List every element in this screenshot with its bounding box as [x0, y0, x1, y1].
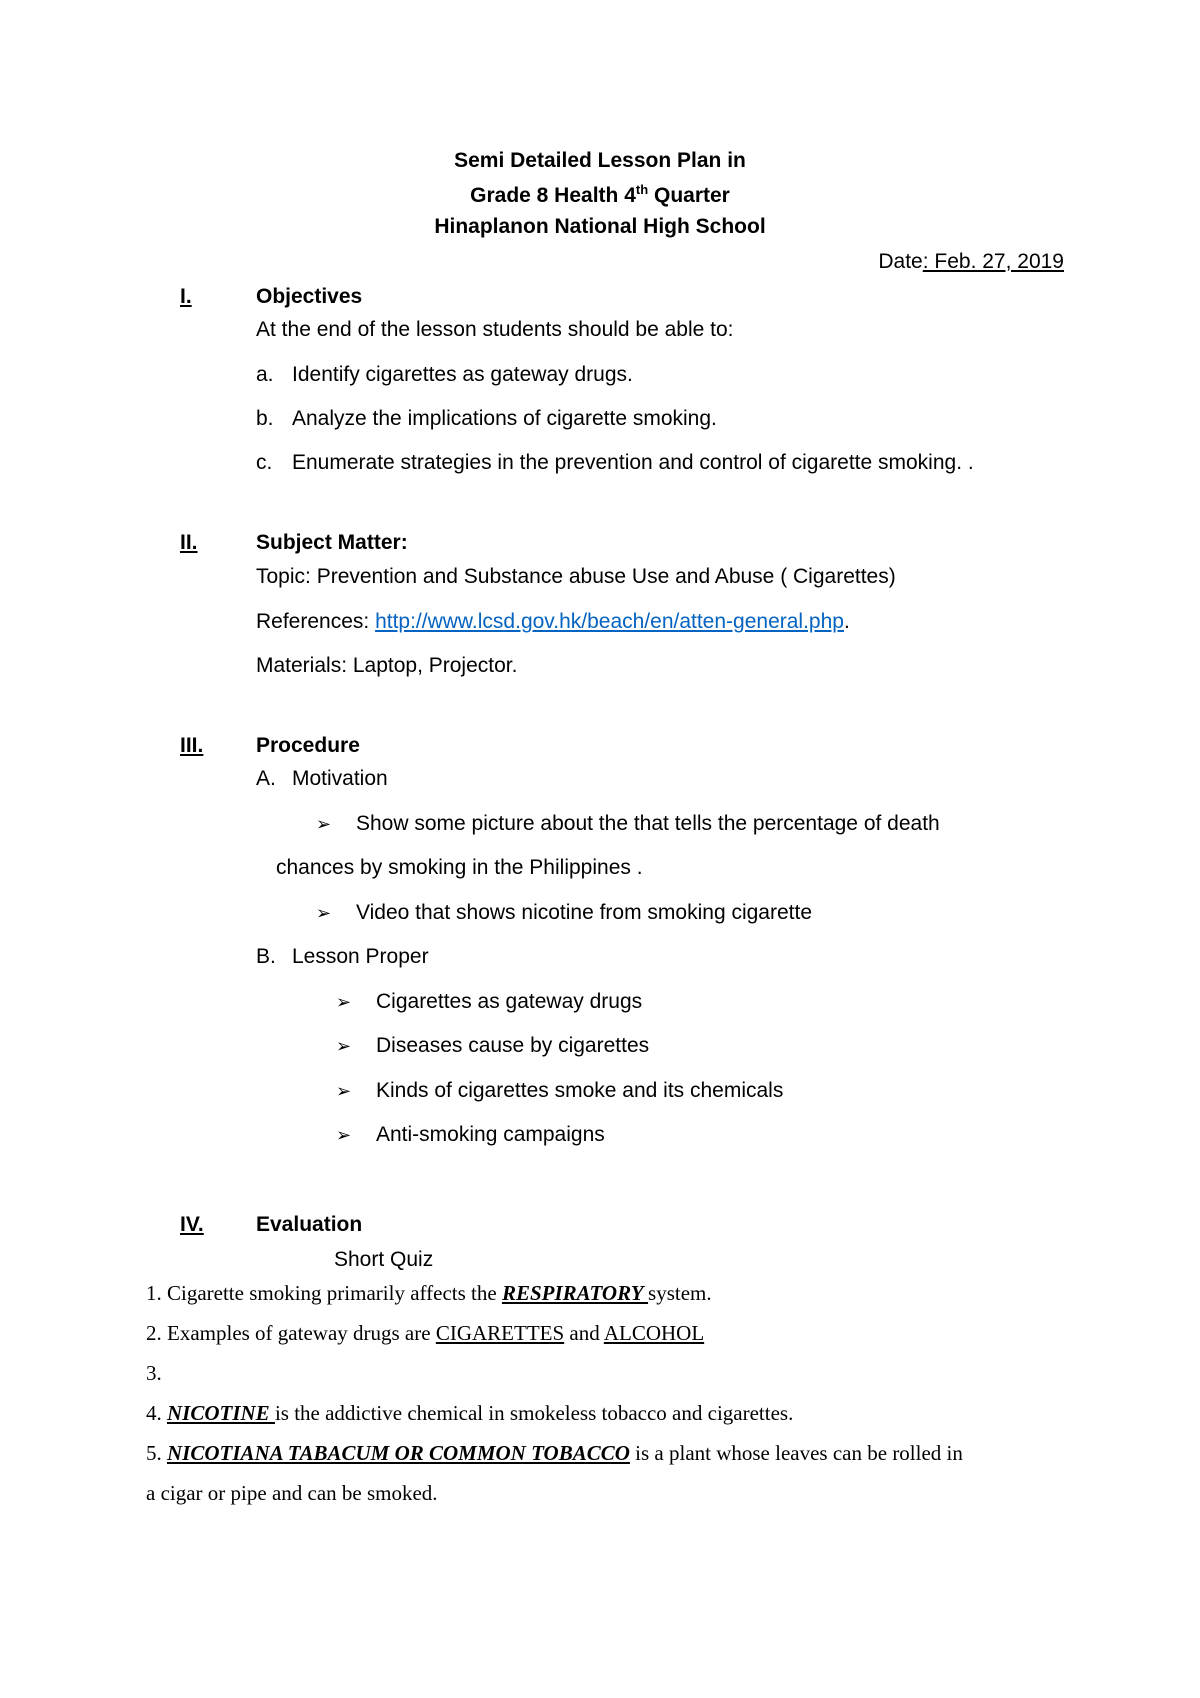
quiz-answer: NICOTIANA TABACUM OR COMMON TOBACCO: [167, 1441, 630, 1465]
lesson-proper-item: [336, 1080, 783, 1101]
motivation-bullet: [316, 813, 940, 834]
bullet-text: Video that shows nicotine from smoking cigarette: [356, 901, 813, 924]
title-line-1: Semi Detailed Lesson Plan in: [454, 149, 746, 172]
arrow-bullet-icon: ➢: [336, 1081, 352, 1102]
question-text: is the addictive chemical in smokeless tobacco and cigarettes.: [274, 1401, 794, 1425]
lesson-proper-label: Lesson Proper: [292, 945, 429, 968]
quiz-question-2: [146, 1323, 704, 1344]
section-procedure-heading: [180, 735, 360, 756]
section-numeral: III.: [180, 734, 204, 757]
arrow-bullet-icon: ➢: [336, 1036, 352, 1057]
date-line: [878, 251, 1064, 272]
question-text: 4.: [146, 1401, 167, 1425]
quiz-title: Short Quiz: [334, 1248, 434, 1271]
procedure-motivation: [256, 768, 388, 789]
section-title: Procedure: [256, 734, 360, 757]
subject-materials: Materials: Laptop, Projector.: [256, 654, 518, 677]
bullet-text: Show some picture about the that tells the percentage of death: [356, 812, 940, 835]
procedure-lesson-proper: [256, 946, 429, 967]
title-superscript: th: [635, 182, 649, 197]
arrow-bullet-icon: ➢: [316, 814, 332, 835]
arrow-bullet-icon: ➢: [336, 992, 352, 1013]
objective-text: Analyze the implications of cigarette smoking.: [292, 407, 717, 430]
section-evaluation-heading: [180, 1214, 362, 1235]
quiz-question-5: [146, 1443, 963, 1464]
section-subject-heading: [180, 532, 408, 553]
motivation-bullet: [316, 902, 812, 923]
subject-references: [256, 611, 850, 632]
quiz-answer: CIGARETTES: [435, 1321, 565, 1345]
objective-text: Identify cigarettes as gateway drugs.: [292, 363, 633, 386]
section-title: Subject Matter:: [256, 531, 408, 554]
motivation-bullet-continuation: chances by smoking in the Philippines .: [276, 856, 643, 879]
title-quarter: Quarter: [648, 184, 730, 207]
arrow-bullet-icon: ➢: [336, 1125, 352, 1146]
question-text: is a plant whose leaves can be rolled in: [629, 1441, 963, 1465]
lesson-proper-item: [336, 1124, 605, 1145]
bullet-text: Cigarettes as gateway drugs: [376, 990, 643, 1013]
references-label: References:: [256, 610, 376, 633]
objectives-intro: At the end of the lesson students should be able to:: [256, 318, 734, 341]
section-numeral: IV.: [180, 1213, 204, 1236]
question-text: and: [564, 1321, 604, 1345]
quiz-answer: NICOTINE: [167, 1401, 275, 1425]
bullet-text: Diseases cause by cigarettes: [376, 1034, 650, 1057]
quiz-answer: RESPIRATORY: [501, 1281, 649, 1305]
objective-text: Enumerate strategies in the prevention and control of cigarette smoking. .: [292, 451, 974, 474]
lesson-proper-item: [336, 991, 642, 1012]
quiz-answer: ALCOHOL: [603, 1321, 705, 1345]
date-value: : Feb. 27, 2019: [922, 250, 1064, 273]
quiz-question-4: [146, 1403, 793, 1424]
objective-item: [256, 408, 717, 429]
quiz-question-5-continuation: a cigar or pipe and can be smoked.: [146, 1481, 438, 1505]
section-title: Evaluation: [256, 1213, 363, 1236]
list-marker: A.: [256, 767, 276, 790]
quiz-question-1: [146, 1283, 712, 1304]
quiz-question-3: 3.: [146, 1361, 162, 1385]
objective-item: [256, 452, 974, 473]
question-text: 5.: [146, 1441, 167, 1465]
list-marker: a.: [256, 363, 274, 386]
bullet-text: Anti-smoking campaigns: [376, 1123, 605, 1146]
section-objectives-heading: [180, 286, 362, 307]
question-text: system.: [648, 1281, 712, 1305]
date-label: Date: [878, 250, 923, 273]
arrow-bullet-icon: ➢: [316, 903, 332, 924]
lesson-proper-item: [336, 1035, 649, 1056]
question-text: 1. Cigarette smoking primarily affects the: [146, 1281, 502, 1305]
objective-item: [256, 364, 633, 385]
title-line-2: [0, 183, 1200, 206]
list-marker: b.: [256, 407, 274, 430]
motivation-label: Motivation: [292, 767, 388, 790]
references-end: .: [843, 610, 850, 633]
list-marker: B.: [256, 945, 276, 968]
question-text: 2. Examples of gateway drugs are: [146, 1321, 436, 1345]
list-marker: c.: [256, 451, 273, 474]
section-numeral: II.: [180, 531, 198, 554]
school-name: Hinaplanon National High School: [434, 215, 766, 238]
bullet-text: Kinds of cigarettes smoke and its chemicals: [376, 1079, 784, 1102]
title-grade: Grade 8 Health 4: [470, 184, 636, 207]
section-title: Objectives: [256, 285, 363, 308]
section-numeral: I.: [180, 285, 192, 308]
references-link[interactable]: http://www.lcsd.gov.hk/beach/en/atten-general.php: [375, 610, 844, 633]
subject-topic: Topic: Prevention and Substance abuse Use and Abuse ( Cigarettes): [256, 565, 896, 588]
